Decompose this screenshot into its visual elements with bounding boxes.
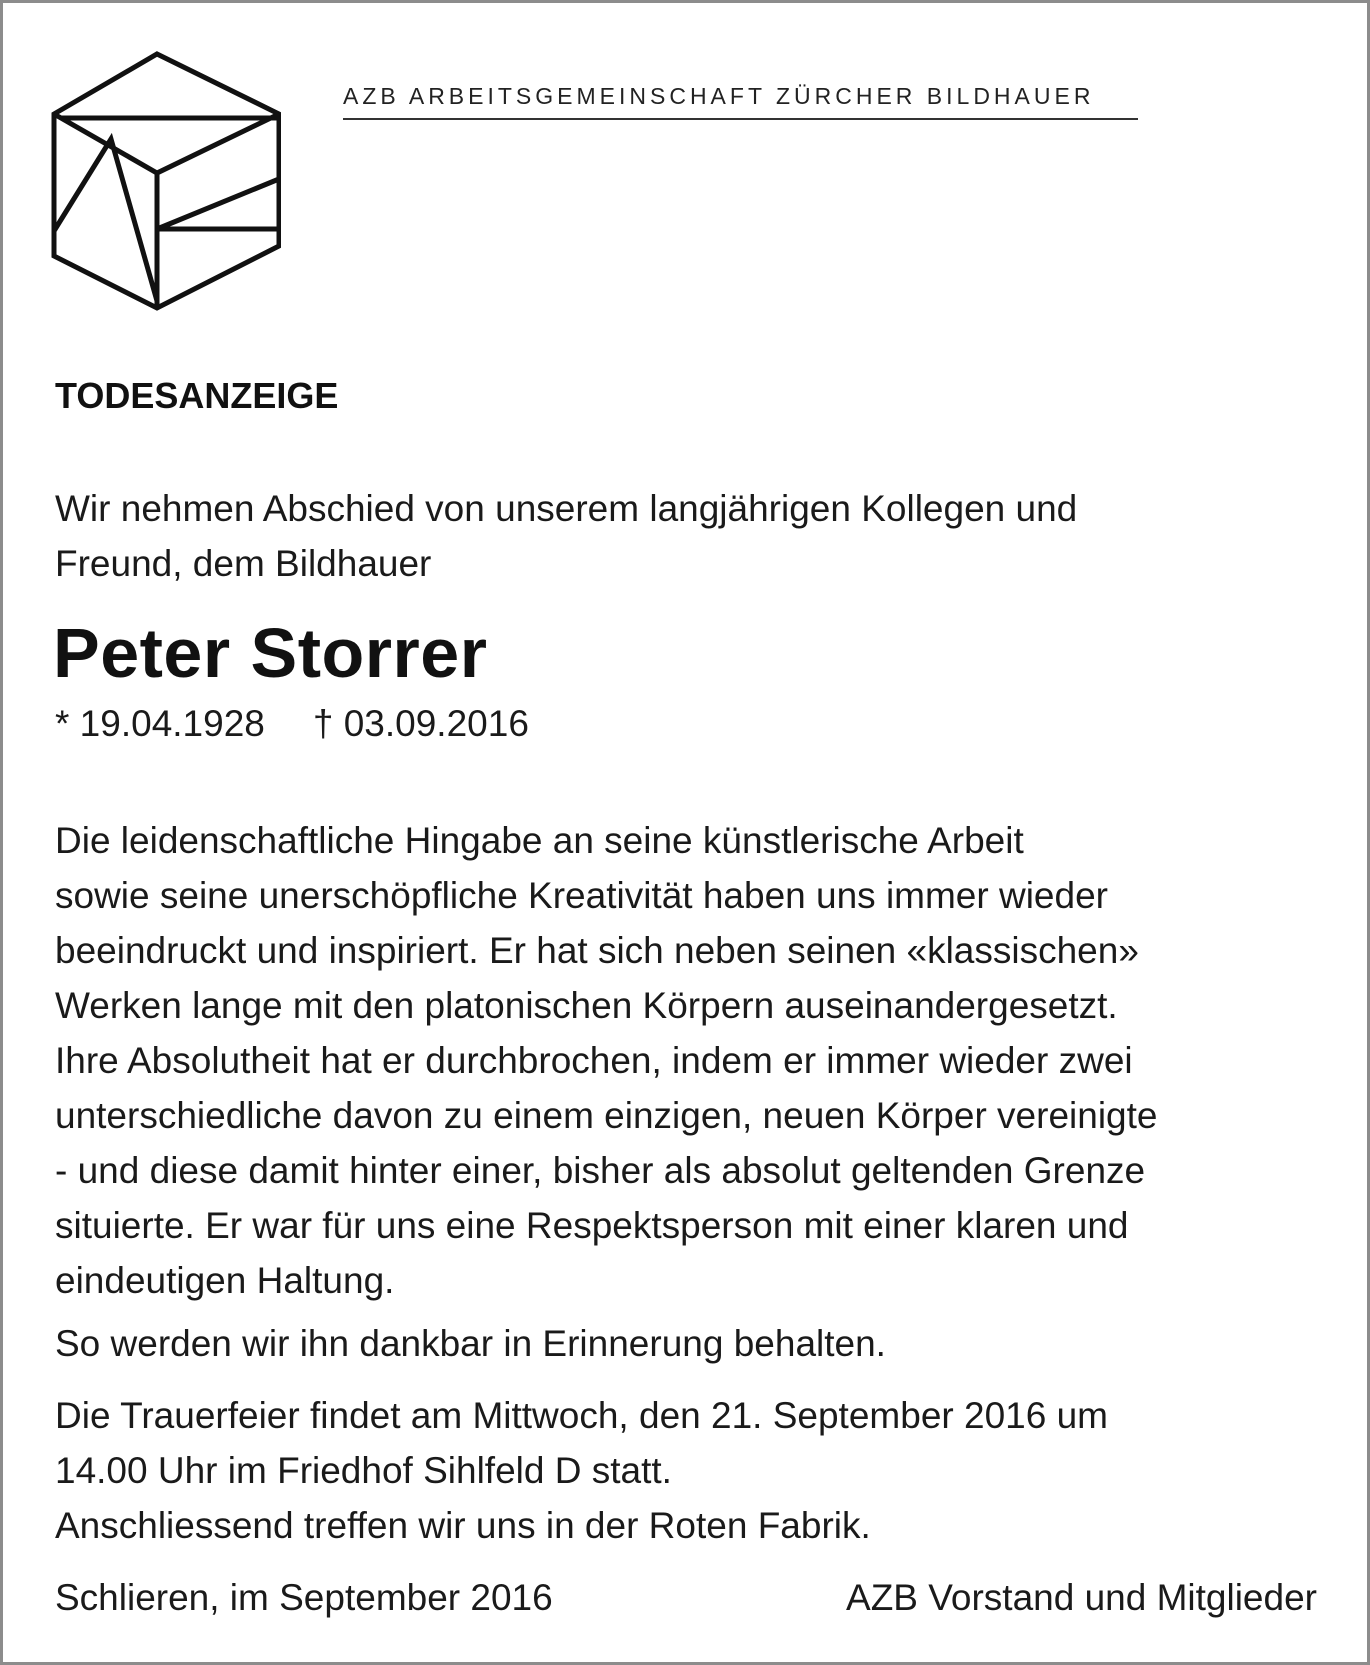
signature: AZB Vorstand und Mitglieder [846, 1577, 1317, 1618]
tribute-line: unterschiedliche davon zu einem einzigen, neuen Körper vereinigte [55, 1095, 1158, 1136]
ceremony-line: 14.00 Uhr im Friedhof Sihlfeld D statt. [55, 1450, 672, 1491]
tribute-line: - und diese damit hinter einer, bisher als absolut geltenden Grenze [55, 1150, 1146, 1191]
ceremony-line: Die Trauerfeier findet am Mittwoch, den 21. September 2016 um [55, 1395, 1108, 1436]
tribute-line: Ihre Absolutheit hat er durchbrochen, indem er immer wieder zwei [55, 1040, 1133, 1081]
death-date: † 03.09.2016 [312, 703, 529, 744]
tribute-line: beeindruckt und inspiriert. Er hat sich neben seinen «klassischen» [55, 930, 1139, 971]
tribute-text [55, 813, 1345, 1308]
ceremony-info [55, 1388, 1345, 1553]
tribute-line: situierte. Er war für uns eine Respektsperson mit einer klaren und [55, 1205, 1129, 1246]
deceased-name: Peter Storrer [53, 614, 488, 692]
intro-line: Wir nehmen Abschied von unserem langjährigen Kollegen und [55, 488, 1078, 529]
notice-heading: TODESANZEIGE [55, 375, 339, 416]
life-dates [55, 703, 529, 745]
closing-sentence: So werden wir ihn dankbar in Erinnerung behalten. [55, 1323, 886, 1364]
intro-text [55, 481, 1305, 591]
tribute-line: eindeutigen Haltung. [55, 1260, 395, 1301]
organization-name: AZB ARBEITSGEMEINSCHAFT ZÜRCHER BILDHAUER [343, 83, 1138, 120]
cube-logo-icon [51, 51, 281, 316]
intro-line: Freund, dem Bildhauer [55, 543, 432, 584]
tribute-line: Die leidenschaftliche Hingabe an seine künstlerische Arbeit [55, 820, 1024, 861]
tribute-line: Werken lange mit den platonischen Körpern auseinandergesetzt. [55, 985, 1118, 1026]
ceremony-line: Anschliessend treffen wir uns in der Roten Fabrik. [55, 1505, 871, 1546]
birth-date: * 19.04.1928 [55, 703, 265, 744]
tribute-line: sowie seine unerschöpfliche Kreativität haben uns immer wieder [55, 875, 1108, 916]
place-and-date: Schlieren, im September 2016 [55, 1577, 553, 1618]
